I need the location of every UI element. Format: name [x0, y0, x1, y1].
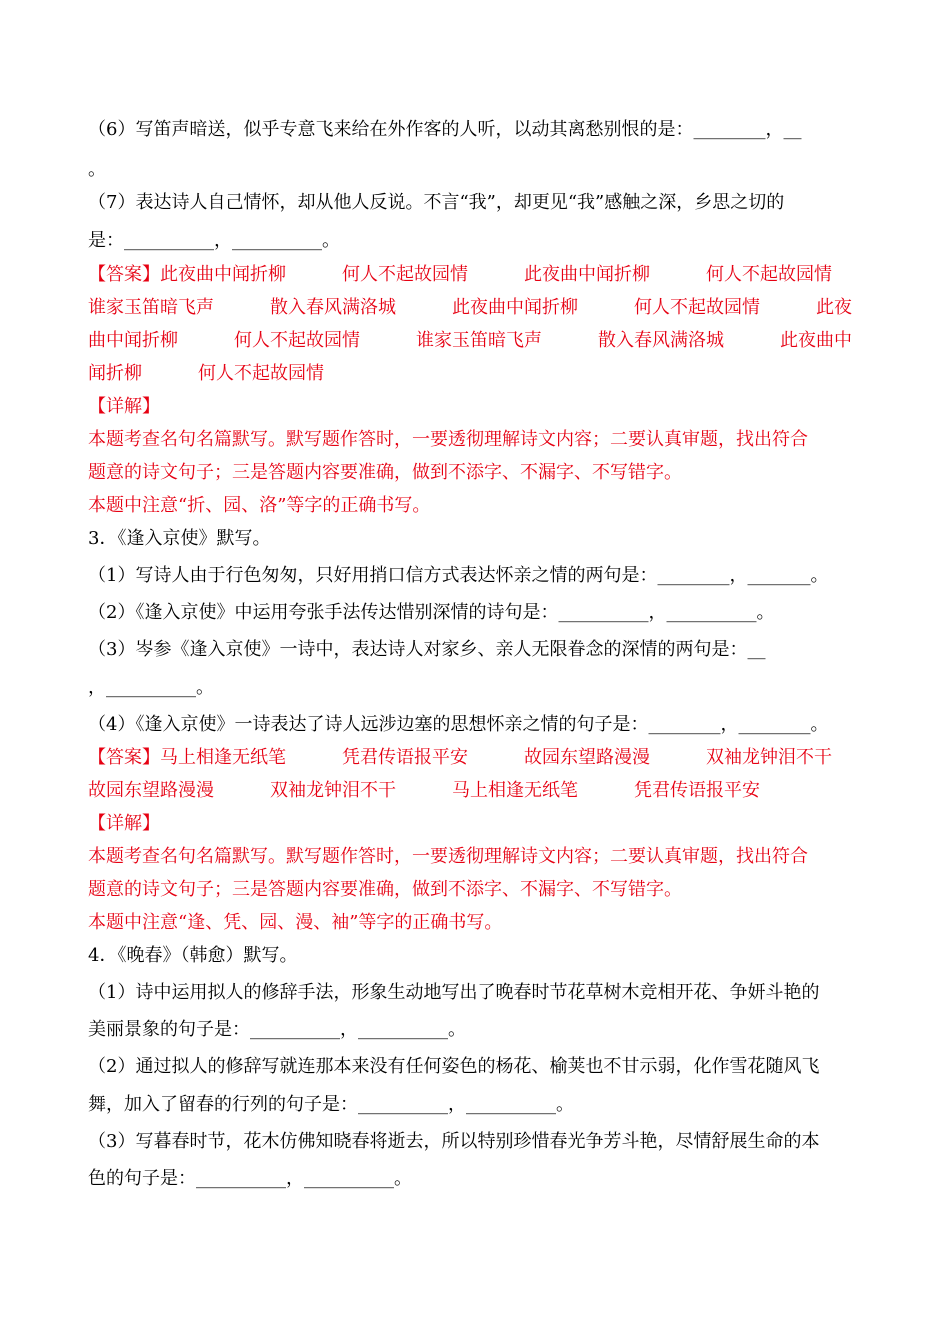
answer-item: 散入春风满洛城 — [598, 330, 724, 351]
answer-item: 何人不起故园情 — [706, 264, 832, 285]
answer-line-6 — [88, 779, 760, 803]
answer-item: 散入春风满洛城 — [270, 297, 396, 318]
q6-line: （6）写笛声暗送，似乎专意飞来给在外作客的人听，以动其离愁别恨的是：________，__ — [88, 119, 802, 140]
answer-item: 马上相逢无纸笔 — [160, 747, 286, 768]
answer-label: 【答案】 — [88, 264, 160, 285]
answer-label: 【答案】 — [88, 747, 160, 768]
q4-2-line: （2）通过拟人的修辞写就连那本来没有任何姿色的杨花、榆荚也不甘示弱，化作雪花随风飞 — [88, 1056, 820, 1077]
q3-3-line-end: ，__________。 — [88, 677, 214, 698]
answer-item: 此夜曲中闻折柳 — [160, 264, 286, 285]
answer-item: 故园东望路漫漫 — [524, 747, 650, 768]
answer-item: 此夜曲中 — [780, 330, 852, 351]
answer-line-1 — [88, 263, 832, 287]
answer-item: 此夜 — [816, 297, 852, 318]
explanation-label: 【详解】 — [88, 396, 160, 417]
explanation-text: 本题中注意“逢、凭、园、漫、袖”等字的正确书写。 — [88, 912, 503, 933]
q3-1-line: （1）写诗人由于行色匆匆，只好用捎口信方式表达怀亲之情的两句是：________，_______。 — [88, 565, 829, 586]
q6-line-end: 。 — [88, 159, 106, 180]
answer-line-4 — [88, 362, 324, 386]
question-3-title: 3．《逢入京使》默写。 — [88, 528, 271, 549]
explanation-text: 题意的诗文句子；三是答题内容要准确，做到不添字、不漏字、不写错字。 — [88, 462, 682, 483]
answer-item: 何人不起故园情 — [198, 363, 324, 384]
answer-item: 双袖龙钟泪不干 — [706, 747, 832, 768]
answer-line-2 — [88, 296, 852, 320]
answer-item: 曲中闻折柳 — [88, 330, 178, 351]
answer-item: 凭君传语报平安 — [634, 780, 760, 801]
explanation-text: 题意的诗文句子；三是答题内容要准确，做到不添字、不漏字、不写错字。 — [88, 879, 682, 900]
answer-item: 何人不起故园情 — [342, 264, 468, 285]
answer-line-3 — [88, 329, 852, 353]
answer-item: 此夜曲中闻折柳 — [524, 264, 650, 285]
answer-item: 谁家玉笛暗飞声 — [88, 297, 214, 318]
q3-4-line: （4）《逢入京使》一诗表达了诗人远涉边塞的思想怀亲之情的句子是：________，________。 — [88, 714, 829, 735]
q4-3-line-end: 色的句子是：__________，__________。 — [88, 1168, 412, 1189]
q3-3-line: （3）岑参《逢入京使》一诗中，表达诗人对家乡、亲人无限眷念的深情的两句是：__ — [88, 639, 766, 660]
q7-line-end: 是：__________，__________。 — [88, 230, 340, 251]
answer-item: 谁家玉笛暗飞声 — [416, 330, 542, 351]
answer-line-5 — [88, 746, 832, 770]
q4-1-line: （1）诗中运用拟人的修辞手法，形象生动地写出了晚春时节花草树木竞相开花、争妍斗艳的 — [88, 982, 820, 1003]
answer-item: 何人不起故园情 — [234, 330, 360, 351]
explanation-text: 本题中注意“折、园、洛”等字的正确书写。 — [88, 495, 431, 516]
q4-2-line-end: 舞，加入了留春的行列的句子是：__________，__________。 — [88, 1094, 574, 1115]
answer-item: 此夜曲中闻折柳 — [452, 297, 578, 318]
q7-line: （7）表达诗人自己情怀，却从他人反说。不言“我”，却更见“我”感触之深，乡思之切的 — [88, 192, 785, 213]
answer-item: 故园东望路漫漫 — [88, 780, 214, 801]
answer-item: 双袖龙钟泪不干 — [270, 780, 396, 801]
answer-item: 何人不起故园情 — [634, 297, 760, 318]
question-4-title: 4．《晚春》（韩愈）默写。 — [88, 945, 298, 966]
answer-item: 闻折柳 — [88, 363, 142, 384]
q3-2-line: （2）《逢入京使》中运用夸张手法传达惜别深情的诗句是：__________，__________。 — [88, 602, 775, 623]
answer-item: 马上相逢无纸笔 — [452, 780, 578, 801]
q4-3-line: （3）写暮春时节，花木仿佛知晓春将逝去，所以特别珍惜春光争芳斗艳，尽情舒展生命的本 — [88, 1131, 820, 1152]
explanation-text: 本题考查名句名篇默写。默写题作答时，一要透彻理解诗文内容；二要认真审题，找出符合 — [88, 846, 808, 867]
q4-1-line-end: 美丽景象的句子是：__________，__________。 — [88, 1019, 466, 1040]
explanation-text: 本题考查名句名篇默写。默写题作答时，一要透彻理解诗文内容；二要认真审题，找出符合 — [88, 429, 808, 450]
explanation-label: 【详解】 — [88, 813, 160, 834]
answer-item: 凭君传语报平安 — [342, 747, 468, 768]
